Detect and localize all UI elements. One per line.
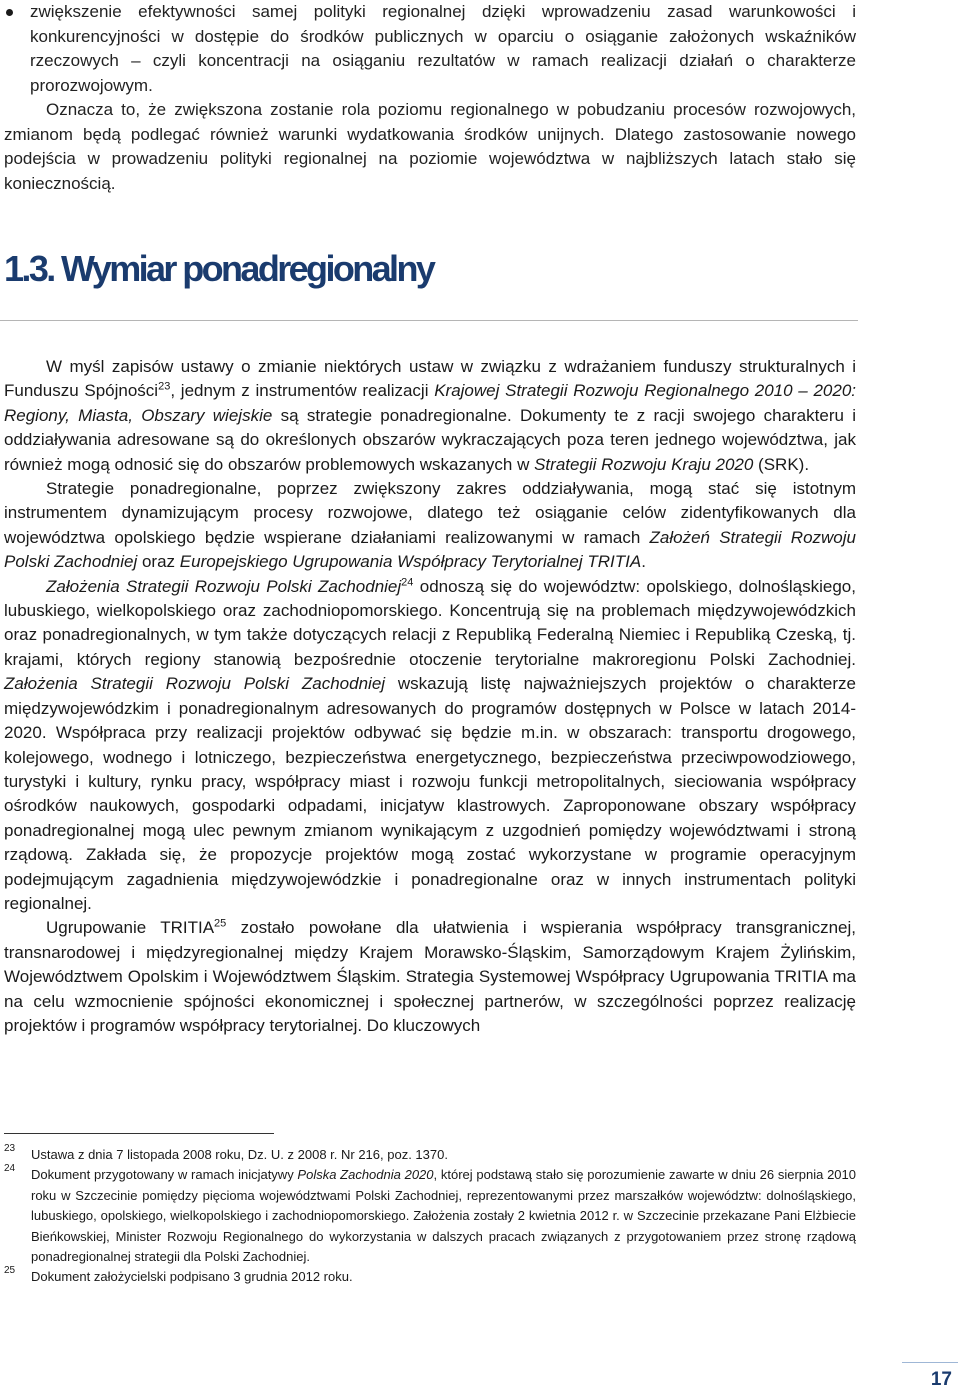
footnote-divider: [4, 1133, 274, 1134]
body-text: [4, 355, 856, 1038]
footnote-ref-25[interactable]: 25: [214, 917, 227, 930]
footnote-number: 23: [4, 1143, 16, 1154]
footnote-number: 24: [4, 1163, 16, 1175]
heading-divider: [0, 320, 858, 321]
text-run: Strategie ponadregionalne, poprzez zwiększony zakres oddziaływania, mogą stać się istotnym instrumentem dynamizującym procesy rozwojowe, dlatego też osiąganie celów zidentyfikowanych dla województwa opolskiego będzie wspierane działaniami realizowanymi w ramach: [4, 479, 856, 547]
italic-title: Krajowej Strategii Rozwoju Regionalnego 2010 – 2020: Regiony, Miasta, Obszary wiejskie: [4, 381, 857, 425]
footnote-23: [4, 1145, 856, 1165]
footnotes: [4, 1145, 856, 1288]
italic-title: Strategii Rozwoju Kraju 2020: [534, 454, 754, 474]
text-run: Ugrupowanie TRITIA: [46, 918, 215, 938]
italic-title: Założenia Strategii Rozwoju Polski Zachodniej: [4, 674, 386, 694]
bullet-icon: [6, 9, 13, 16]
footnote-text: Ustawa z dnia 7 listopada 2008 roku, Dz. U. z 2008 r. Nr 216, poz. 1370.: [31, 1147, 448, 1162]
paragraph-1: [4, 355, 856, 477]
bullet-list-item: [4, 0, 856, 98]
footnote-text: Dokument przygotowany w ramach inicjatywy: [31, 1167, 298, 1183]
footnote-ref-23[interactable]: 23: [158, 380, 171, 393]
footnote-24: [4, 1165, 856, 1267]
footnote-ref-24[interactable]: 24: [401, 576, 414, 588]
top-section: [4, 0, 856, 196]
italic-title: Założeń Strategii Rozwoju Polski Zachodniej: [4, 527, 856, 572]
page-number: 17: [930, 1369, 952, 1390]
paragraph-3: [4, 575, 856, 917]
italic-title: Założenia Strategii Rozwoju Polski Zachodniej: [46, 576, 402, 596]
text-run: wskazują listę najważniejszych projektów o charakterze międzywojewódzkim i ponadregionalnym adresowanych do programów dostępnych w Polsce w latach 2014-2020. Współpraca przy realizacji projektów odbywać się będzie m.in. w obszarach: transportu drogowego, kolejowego, wodnego i lotniczego, bezpieczeństwa energetycznego, bezpieczeństwa przeciwpowodziowego, turystyki i kultury, rynku pracy, współpracy miast i rozwoju funkcji metropolitalnych, sieciowania współpracy ośrodków naukowych, gospodarki odpadami, inicjatyw klastrowych. Zaproponowane obszary współpracy ponadregionalnej mogą ulec pewnym zmianom wynikającym z uzgodnień pomiędzy województwami i stroną rządową. Zakłada się, że propozycje projektów mogą zostać wykorzystane w programie operacyjnym podejmującym zagadnienia międzywojewódzkie i ponadregionalne oraz w innych instrumentach polityki regionalnej.: [4, 674, 856, 913]
text-run: .: [641, 552, 646, 572]
footnote-text: , której podstawą stało się porozumienie zawarte w dniu 26 sierpnia 2010 roku w Szczecinie pomiędzy pięcioma województwami Polski Zachodniej, reprezentowanymi przez marszałków województw: dolnośląskiego, lubuskiego, opolskiego, wielkopolskiego i zachodniopomorskiego. Założenia zostały 2 kwietnia 2012 r. w Szczecinie przekazane Pani Elżbiecie Bieńkowskiej, Minister Rozwoju Regionalnego do wykorzystania w dalszych pracach związanych z przygotowaniem przez stronę rządową ponadregionalnej strategii dla Polski Zachodniej.: [31, 1167, 856, 1265]
footnote-25: [4, 1267, 856, 1287]
section-heading: 1.3. Wymiar ponadregionalny: [4, 248, 434, 289]
text-run: (SRK).: [753, 454, 810, 474]
text-run: odnoszą się do województw: opolskiego, dolnośląskiego, lubuskiego, wielkopolskiego oraz zachodniopomorskiego. Koncentrują się na problemach międzywojewódzkich oraz ponadregionalnych, w tym także dotyczących relacji z Republiką Federalną Niemiec i Republiką Czeską, tj. krajami, których regiony stanowią bezpośrednie otoczenie terytorialne makroregionu Polski Zachodniej.: [4, 576, 856, 669]
paragraph-4: [4, 916, 856, 1038]
text-run: oraz: [137, 552, 180, 572]
text-run: W myśl zapisów ustawy o zmianie niektórych ustaw w związku z wdrażaniem funduszy strukturalnych i Funduszu Spójności: [4, 357, 856, 401]
footnote-italic: Polska Zachodnia 2020: [297, 1167, 434, 1183]
text-run: , jednym z instrumentów realizacji: [170, 381, 435, 401]
bullet-text: zwiększenie efektywności samej polityki regionalnej dzięki wprowadzeniu zasad warunkowości i konkurencyjności w dostępie do środków publicznych w oparciu o osiąganie założonych wskaźników rzeczowych – czyli koncentracji na osiąganiu rezultatów w ramach realizacji działań o charakterze prorozwojowym.: [30, 2, 856, 95]
text-run: zostało powołane dla ułatwienia i wspierania współpracy transgranicznej, transnarodowej i międzyregionalnej między Krajem Morawsko-Śląskim, Samorządowym Krajem Żylińskim, Województwem Opolskim i Województwem Śląskim. Strategia Systemowej Współpracy Ugrupowania TRITIA ma na celu wzmocnienie spójności ekonomicznej i społecznej partnerów, w szczególności poprzez realizację projektów i programów współpracy terytorialnej. Do kluczowych: [4, 918, 856, 1035]
text-run: są strategie ponadregionalne. Dokumenty te z racji swojego charakteru i oddziaływania adresowane są do określonych obszarów wykraczających poza teren jednego województwa, jak również mogą odnosić się do obszarów problemowych wskazanych w: [4, 405, 856, 474]
italic-title: Europejskiego Ugrupowania Współpracy Terytorialnej TRITIA: [179, 552, 642, 572]
top-paragraph: Oznacza to, że zwiększona zostanie rola poziomu regionalnego w pobudzaniu procesów rozwojowych, zmianom będą podlegać również warunki wydatkowania środków unijnych. Dlatego zastosowanie nowego podejścia w prowadzeniu polityki regionalnej na poziomie województwa w najbliższych latach stało się koniecznością.: [4, 100, 856, 193]
paragraph-2: [4, 477, 856, 575]
footnote-number: 25: [4, 1265, 16, 1277]
footnote-text: Dokument założycielski podpisano 3 grudnia 2012 roku.: [31, 1269, 353, 1285]
page-number-box: [902, 1363, 958, 1392]
